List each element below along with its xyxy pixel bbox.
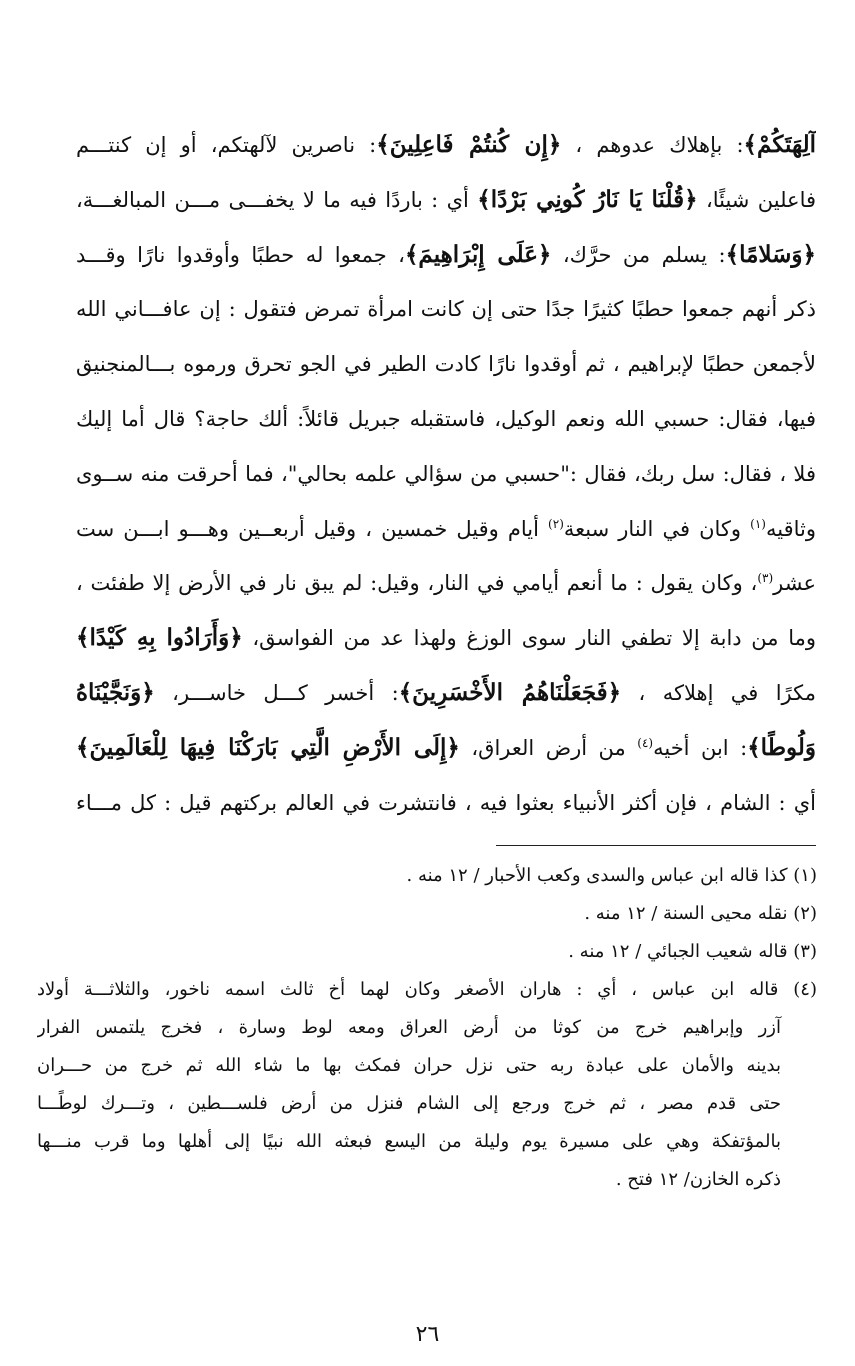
footnote-line: ذكره الخازن/ ١٢ فتح .	[615, 1169, 781, 1190]
footnote-ref: (٢)	[548, 516, 564, 531]
footnote-line: بدينه والأمان على عبادة ربه حتى نزل حران فمكث بها ما شاء الله ثم خرج من حـــران	[37, 1055, 781, 1076]
body-line	[76, 337, 816, 392]
body-line	[76, 392, 816, 447]
body-line	[76, 556, 816, 611]
footnote-line: آزر وإبراهيم خرج من كوثا من أرض العراق ومعه لوط وسارة ، فخرج يلتمس الفرار	[37, 1017, 781, 1038]
body-line	[76, 502, 816, 557]
body-line	[76, 776, 816, 831]
body-text: أي : الشام ، فإن أكثر الأنبياء بعثوا فيه ، فانتشرت في العالم بركتهم قيل : كل مـــاء	[76, 790, 816, 815]
body-text: ذكر أنهم جمعوا حطبًا كثيرًا جدًا حتى إن كانت امرأة تمرض فتقول : إن عافـــاني الله	[76, 297, 816, 322]
body-line	[76, 611, 816, 666]
footnote-line: (٤) قاله ابن عباس ، أي : هاران الأصغر وكان لهما أخ ثالث اسمه ناخور، والثلاثـــة أولاد	[37, 979, 817, 1000]
quran-quote: ﴿وَسَلامًا﴾	[725, 240, 816, 268]
body-text: ، جمعوا له حطبًا وأوقدوا نارًا وقـــد	[76, 242, 405, 267]
body-text: أي : باردًا فيه ما لا يخفـــى مـــن المبالغـــة،	[76, 187, 478, 212]
quran-quote: ﴿وَأَرَادُوا بِهِ كَيْدًا﴾	[76, 624, 243, 652]
body-line	[76, 118, 816, 173]
body-text: فلا ، فقال: سل ربك، فقال :"حسبي من سؤالي علمه بحالي"، فما أحرقت منه ســوى	[76, 461, 816, 486]
footnote-ref: (٣)	[757, 571, 774, 586]
quran-quote: ﴿إِلَى الأَرْضِ الَّتِي بَارَكْنَا فِيهَا لِلْعَالَمِينَ﴾	[76, 733, 460, 761]
body-line	[76, 721, 816, 776]
footnote-line: (١) كذا قاله ابن عباس والسدى وكعب الأحبار / ١٢ منه .	[406, 865, 817, 886]
body-text: لأجمعن حطبًا لإبراهيم ، ثم أوقدوا نارًا كادت الطير في الجو تحرق ورموه بـــالمنجنيق	[76, 352, 816, 377]
body-text: : بإهلاك عدوهم ،	[561, 133, 744, 157]
footnote-line: حتى قدم مصر ، ثم خرج ورجع إلى الشام فنزل من أرض فلســـطين ، وتـــرك لوطًـــا	[37, 1093, 781, 1114]
body-text: : يسلم من حرَّك،	[551, 242, 726, 267]
footnote-ref: (١)	[750, 516, 766, 531]
body-text: من أرض العراق،	[459, 735, 638, 760]
page-number: ٢٦	[415, 1322, 440, 1347]
body-text: : ابن أخيه	[653, 735, 748, 760]
quran-quote: ﴿إِن كُنتُمْ فَاعِلِينَ﴾	[376, 131, 562, 158]
quran-quote: وَلُوطًا﴾	[747, 733, 816, 761]
body-text: أيام وقيل خمسين ، وقيل أربعــين وهـــو ابـــن ست	[76, 516, 549, 541]
body-text: مكرًا في إهلاكه ،	[621, 680, 816, 705]
body-text: : أخسر كـــل خاســـر،	[154, 680, 399, 705]
body-line	[76, 447, 816, 502]
quran-quote: ﴿فَجَعَلْنَاهُمُ الأَخْسَرِينَ﴾	[398, 678, 622, 706]
footnote-line: (٣) قاله شعيب الجبائي / ١٢ منه .	[568, 941, 817, 962]
quran-quote: ﴿وَنَجَّيْنَاهُ	[76, 678, 155, 706]
body-line	[76, 228, 816, 283]
quran-quote: ﴿عَلَى إِبْرَاهِيمَ﴾	[404, 240, 552, 268]
body-line	[76, 282, 816, 337]
footnote-line: (٢) نقله محيى السنة / ١٢ منه .	[584, 903, 817, 924]
footnotes-section	[37, 862, 817, 1204]
body-text: فاعلين شيئًا،	[697, 187, 816, 212]
body-text: عشر	[773, 571, 816, 596]
quran-quote: آلِهَتَكُمْ﴾	[743, 131, 816, 158]
body-line	[76, 173, 816, 228]
body-line	[76, 666, 816, 721]
body-text: وما من دابة إلا تطفي النار سوى الوزغ ولهذا عد من الفواسق،	[242, 626, 816, 651]
quran-quote: ﴿قُلْنَا يَا نَارُ كُونِي بَرْدًا﴾	[477, 185, 698, 213]
body-text: وكان في النار سبعة	[563, 516, 751, 541]
footnote-ref: (٤)	[637, 735, 654, 750]
footnote-divider	[496, 845, 816, 846]
body-text: فيها، فقال: حسبي الله ونعم الوكيل، فاستقبله جبريل قائلاً: ألك حاجة؟ قال أما إليك	[76, 406, 816, 431]
body-text: : ناصرين لآلهتكم، أو إن كنتـــم	[76, 133, 377, 157]
body-text: وثاقيه	[765, 516, 816, 541]
footnote-line: بالمؤتفكة وهي على مسيرة يوم وليلة من اليسع فبعثه الله نبيًا إلى أهلها وما قرب منـــها	[37, 1131, 781, 1152]
main-body-text	[76, 118, 816, 830]
body-text: ، وكان يقول : ما أنعم أيامي في النار، وقيل: لم يبق نار في الأرض إلا طفئت ،	[76, 571, 758, 596]
